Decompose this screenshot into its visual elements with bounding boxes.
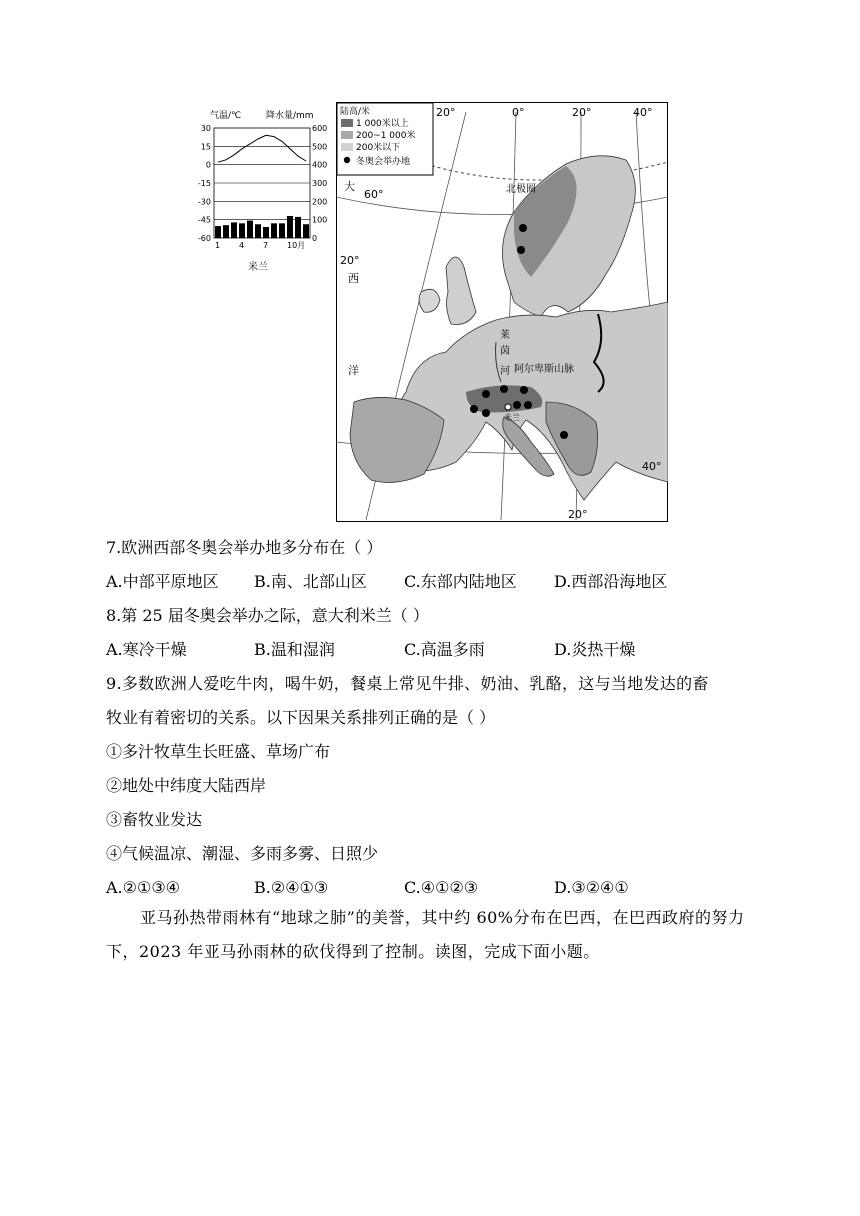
- rhine-char-3: 河: [500, 366, 510, 377]
- q9-item-3: ③畜牧业发达: [106, 810, 203, 829]
- rhine-char-1: 莱: [500, 330, 510, 341]
- milan-marker: [505, 404, 511, 410]
- month-tick-label: 1: [215, 241, 221, 250]
- legend-item-high: 1 000米以上: [356, 119, 409, 129]
- lat-label-60: 60°: [364, 188, 384, 201]
- q9-option-d: D.③②④①: [554, 878, 629, 897]
- lon-label-left: 20°: [340, 254, 360, 267]
- q9-item-1: ①多汁牧草生长旺盛、草场广布: [106, 742, 331, 761]
- q8-option-b: B.温和湿润: [254, 640, 335, 659]
- temp-tick-label: 0: [205, 160, 211, 170]
- milan-label: 米兰: [504, 413, 520, 422]
- q8-option-d: D.炎热干燥: [554, 640, 636, 659]
- precip-bar: [247, 221, 253, 238]
- precip-tick-label: 400: [312, 160, 328, 170]
- rhine-char-2: 茵: [500, 346, 510, 357]
- olympic-site: [513, 401, 521, 409]
- temperature-line: [218, 135, 306, 162]
- olympic-site: [519, 224, 527, 232]
- precip-bar: [263, 227, 269, 238]
- olympic-site: [482, 390, 490, 398]
- question-8-stem: 8.第 25 届冬奥会举办之际，意大利米兰（ ）: [106, 606, 429, 625]
- ocean-char-yang: 洋: [348, 364, 359, 377]
- legend-item-olympics: 冬奥会举办地: [356, 157, 411, 167]
- lat-label-40: 40°: [642, 460, 662, 473]
- q9-option-a: A.②①③④: [106, 878, 181, 897]
- precip-tick-label: 600: [312, 124, 328, 133]
- map-legend: [337, 103, 433, 175]
- lon-label-top-4: 40°: [633, 106, 653, 119]
- precip-bar: [287, 216, 293, 238]
- olympic-site: [517, 246, 525, 254]
- precip-axis-label: 降水量/mm: [266, 111, 314, 121]
- temp-tick-label: -45: [197, 215, 211, 225]
- q8-option-a: A.寒冷干燥: [106, 640, 187, 659]
- precip-bar: [255, 224, 261, 238]
- month-tick-label: 10月: [287, 241, 306, 250]
- alps-label: 阿尔卑斯山脉: [514, 364, 574, 375]
- olympic-site: [500, 385, 508, 393]
- q9-option-b: B.②④①③: [254, 878, 329, 897]
- lon-label-top-2: 0°: [512, 106, 525, 119]
- month-tick-label: 4: [239, 241, 245, 250]
- temp-tick-label: 15: [200, 142, 211, 152]
- precip-bar: [303, 224, 309, 238]
- lon-label-top-1: 20°: [436, 106, 456, 119]
- arctic-circle-label: 北极圈: [506, 184, 536, 195]
- precip-tick-label: 300: [312, 179, 328, 188]
- legend-item-mid: 200~1 000米: [356, 131, 416, 141]
- precip-bar: [239, 223, 245, 238]
- precip-bar: [279, 223, 285, 238]
- temp-axis-label: 气温/℃: [210, 111, 242, 121]
- lon-label-top-3: 20°: [572, 106, 592, 119]
- q7-option-a: A.中部平原地区: [106, 572, 219, 591]
- precip-bar: [295, 217, 301, 238]
- olympic-site: [470, 405, 478, 413]
- precip-tick-label: 100: [312, 215, 328, 225]
- q9-option-c: C.④①②③: [404, 878, 479, 897]
- olympic-site: [560, 431, 568, 439]
- city-label: 米兰: [248, 262, 268, 273]
- question-9-stem-line1: 9.多数欧洲人爱吃牛肉，喝牛奶，餐桌上常见牛排、奶油、乳酪，这与当地发达的畜: [106, 674, 709, 693]
- precip-bar: [223, 225, 229, 238]
- month-tick-label: 7: [263, 241, 269, 250]
- q9-item-4: ④气候温凉、潮湿、多雨多雾、日照少: [106, 844, 379, 863]
- precip-bar: [231, 222, 237, 238]
- question-7-stem: 7.欧洲西部冬奥会举办地多分布在（ ）: [106, 538, 383, 557]
- temp-tick-label: -15: [197, 179, 211, 188]
- precip-bar: [271, 223, 277, 238]
- precip-tick-label: 0: [312, 234, 318, 243]
- ocean-char-da: 大: [344, 180, 355, 193]
- climate-chart: [192, 108, 332, 278]
- olympic-site: [524, 401, 532, 409]
- q9-item-2: ②地处中纬度大陆西岸: [106, 776, 267, 795]
- olympic-site: [520, 386, 528, 394]
- temp-tick-label: -30: [197, 197, 211, 207]
- precip-tick-label: 500: [312, 142, 328, 152]
- q7-option-b: B.南、北部山区: [254, 572, 367, 591]
- precip-bar: [215, 226, 221, 238]
- temp-tick-label: -60: [197, 234, 211, 243]
- ocean-char-xi: 西: [348, 272, 359, 285]
- precip-tick-label: 200: [312, 197, 328, 207]
- europe-map: [336, 102, 668, 522]
- temp-tick-label: 30: [200, 124, 211, 133]
- figure-area: [0, 0, 860, 530]
- passage-paragraph: 亚马孙热带雨林有“地球之肺”的美誉，其中约 60%分布在巴西，在巴西政府的努力下，2023 年亚马孙雨林的砍伐得到了控制。读图，完成下面小题。: [106, 908, 745, 961]
- question-9-stem-line2: 牧业有着密切的关系。以下因果关系排列正确的是（ ）: [106, 708, 496, 727]
- olympic-site: [482, 409, 490, 417]
- lon-label-bottom: 20°: [568, 508, 588, 521]
- q7-option-c: C.东部内陆地区: [404, 572, 517, 591]
- legend-item-low: 200米以下: [356, 143, 401, 153]
- legend-title: 陆高/米: [340, 107, 371, 117]
- q8-option-c: C.高温多雨: [404, 640, 485, 659]
- q7-option-d: D.西部沿海地区: [554, 572, 668, 591]
